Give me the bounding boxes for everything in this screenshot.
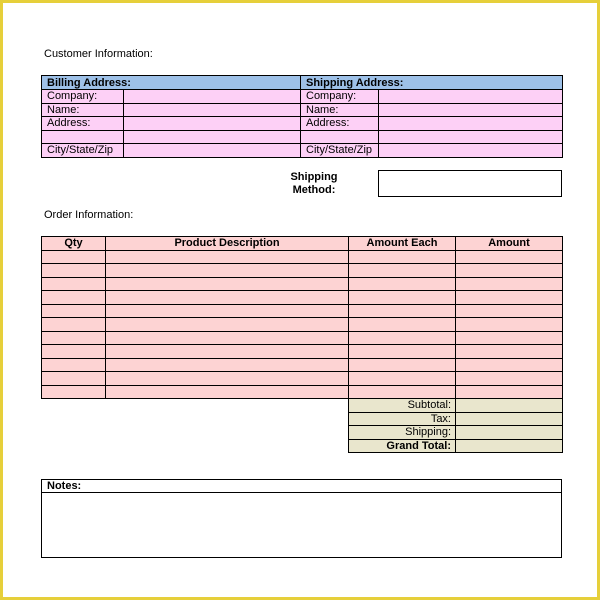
shipping-city-state-zip-field[interactable] bbox=[379, 144, 563, 158]
shipping-address-header: Shipping Address: bbox=[301, 76, 563, 90]
product-description-cell[interactable] bbox=[106, 345, 349, 359]
qty-cell[interactable] bbox=[42, 331, 106, 345]
amount-cell[interactable] bbox=[456, 331, 563, 345]
address-header-row bbox=[42, 76, 563, 90]
amount-cell[interactable] bbox=[456, 358, 563, 372]
amount-cell[interactable] bbox=[456, 277, 563, 291]
amount-cell[interactable] bbox=[456, 250, 563, 264]
qty-cell[interactable] bbox=[42, 385, 106, 399]
order-row bbox=[42, 250, 563, 264]
product-description-cell[interactable] bbox=[106, 331, 349, 345]
product-description-cell[interactable] bbox=[106, 277, 349, 291]
shipping-name-field[interactable] bbox=[379, 103, 563, 117]
product-description-cell[interactable] bbox=[106, 358, 349, 372]
address-row bbox=[42, 130, 563, 144]
grand-total-label: Grand Total: bbox=[349, 439, 456, 453]
product-description-cell[interactable] bbox=[106, 304, 349, 318]
shipping-address-field[interactable] bbox=[379, 117, 563, 131]
col-product-description: Product Description bbox=[106, 237, 349, 251]
amount-cell[interactable] bbox=[456, 372, 563, 386]
amount-cell[interactable] bbox=[456, 318, 563, 332]
amount-each-cell[interactable] bbox=[349, 385, 456, 399]
shipping-total-value[interactable] bbox=[456, 426, 563, 440]
shipping-row bbox=[349, 426, 563, 440]
product-description-cell[interactable] bbox=[106, 385, 349, 399]
amount-cell[interactable] bbox=[456, 304, 563, 318]
shipping-label: Company: bbox=[301, 90, 379, 104]
amount-each-cell[interactable] bbox=[349, 291, 456, 305]
col-qty: Qty bbox=[42, 237, 106, 251]
qty-cell[interactable] bbox=[42, 304, 106, 318]
shipping-method-label bbox=[285, 171, 343, 197]
order-row bbox=[42, 277, 563, 291]
col-amount: Amount bbox=[456, 237, 563, 251]
tax-value[interactable] bbox=[456, 412, 563, 426]
billing-name-field[interactable] bbox=[124, 103, 301, 117]
order-row bbox=[42, 318, 563, 332]
order-row bbox=[42, 372, 563, 386]
qty-cell[interactable] bbox=[42, 358, 106, 372]
shipping-method-label-line2: Method: bbox=[292, 184, 336, 196]
product-description-cell[interactable] bbox=[106, 291, 349, 305]
address-row bbox=[42, 90, 563, 104]
customer-info-title: Customer Information: bbox=[44, 48, 153, 60]
qty-cell[interactable] bbox=[42, 250, 106, 264]
tax-label: Tax: bbox=[349, 412, 456, 426]
order-row bbox=[42, 358, 563, 372]
billing-label: City/State/Zip bbox=[42, 144, 124, 158]
qty-cell[interactable] bbox=[42, 318, 106, 332]
qty-cell[interactable] bbox=[42, 291, 106, 305]
product-description-cell[interactable] bbox=[106, 318, 349, 332]
order-row bbox=[42, 331, 563, 345]
qty-cell[interactable] bbox=[42, 345, 106, 359]
tax-row bbox=[349, 412, 563, 426]
shipping-method-field[interactable] bbox=[378, 170, 562, 197]
shipping-label: Name: bbox=[301, 103, 379, 117]
amount-cell[interactable] bbox=[456, 291, 563, 305]
amount-cell[interactable] bbox=[456, 345, 563, 359]
notes-label: Notes: bbox=[47, 480, 82, 492]
amount-each-cell[interactable] bbox=[349, 318, 456, 332]
shipping-label: Address: bbox=[301, 117, 379, 131]
amount-each-cell[interactable] bbox=[349, 264, 456, 278]
billing-label bbox=[42, 130, 124, 144]
amount-each-cell[interactable] bbox=[349, 277, 456, 291]
qty-cell[interactable] bbox=[42, 277, 106, 291]
amount-cell[interactable] bbox=[456, 385, 563, 399]
amount-cell[interactable] bbox=[456, 264, 563, 278]
address-row bbox=[42, 103, 563, 117]
totals-table bbox=[348, 398, 563, 453]
notes-field[interactable] bbox=[41, 492, 562, 558]
subtotal-row bbox=[349, 399, 563, 413]
billing-label: Address: bbox=[42, 117, 124, 131]
amount-each-cell[interactable] bbox=[349, 250, 456, 264]
order-row bbox=[42, 345, 563, 359]
billing-address-header: Billing Address: bbox=[42, 76, 301, 90]
subtotal-label: Subtotal: bbox=[349, 399, 456, 413]
order-row bbox=[42, 304, 563, 318]
billing-city-state-zip-field[interactable] bbox=[124, 144, 301, 158]
col-amount-each: Amount Each bbox=[349, 237, 456, 251]
amount-each-cell[interactable] bbox=[349, 331, 456, 345]
order-info-title: Order Information: bbox=[44, 209, 134, 221]
shipping-total-label: Shipping: bbox=[349, 426, 456, 440]
amount-each-cell[interactable] bbox=[349, 372, 456, 386]
billing-label: Name: bbox=[42, 103, 124, 117]
order-row bbox=[42, 264, 563, 278]
qty-cell[interactable] bbox=[42, 372, 106, 386]
order-header-row bbox=[42, 237, 563, 251]
shipping-company-field[interactable] bbox=[379, 90, 563, 104]
billing-address-field[interactable] bbox=[124, 117, 301, 131]
address-row bbox=[42, 144, 563, 158]
amount-each-cell[interactable] bbox=[349, 358, 456, 372]
address-row bbox=[42, 117, 563, 131]
billing-company-field[interactable] bbox=[124, 90, 301, 104]
subtotal-value[interactable] bbox=[456, 399, 563, 413]
billing-label: Company: bbox=[42, 90, 124, 104]
amount-each-cell[interactable] bbox=[349, 345, 456, 359]
product-description-cell[interactable] bbox=[106, 264, 349, 278]
product-description-cell[interactable] bbox=[106, 250, 349, 264]
grand-total-value[interactable] bbox=[456, 439, 563, 453]
amount-each-cell[interactable] bbox=[349, 304, 456, 318]
shipping-label: City/State/Zip bbox=[301, 144, 379, 158]
notes-header bbox=[41, 479, 562, 492]
order-row bbox=[42, 385, 563, 399]
billing-address2-field[interactable] bbox=[124, 130, 301, 144]
order-table bbox=[41, 236, 563, 399]
shipping-method-label-line1: Shipping bbox=[290, 171, 338, 183]
qty-cell[interactable] bbox=[42, 264, 106, 278]
shipping-label bbox=[301, 130, 379, 144]
grand-total-row bbox=[349, 439, 563, 453]
order-row bbox=[42, 291, 563, 305]
customer-info-table bbox=[41, 75, 563, 158]
product-description-cell[interactable] bbox=[106, 372, 349, 386]
shipping-address2-field[interactable] bbox=[379, 130, 563, 144]
